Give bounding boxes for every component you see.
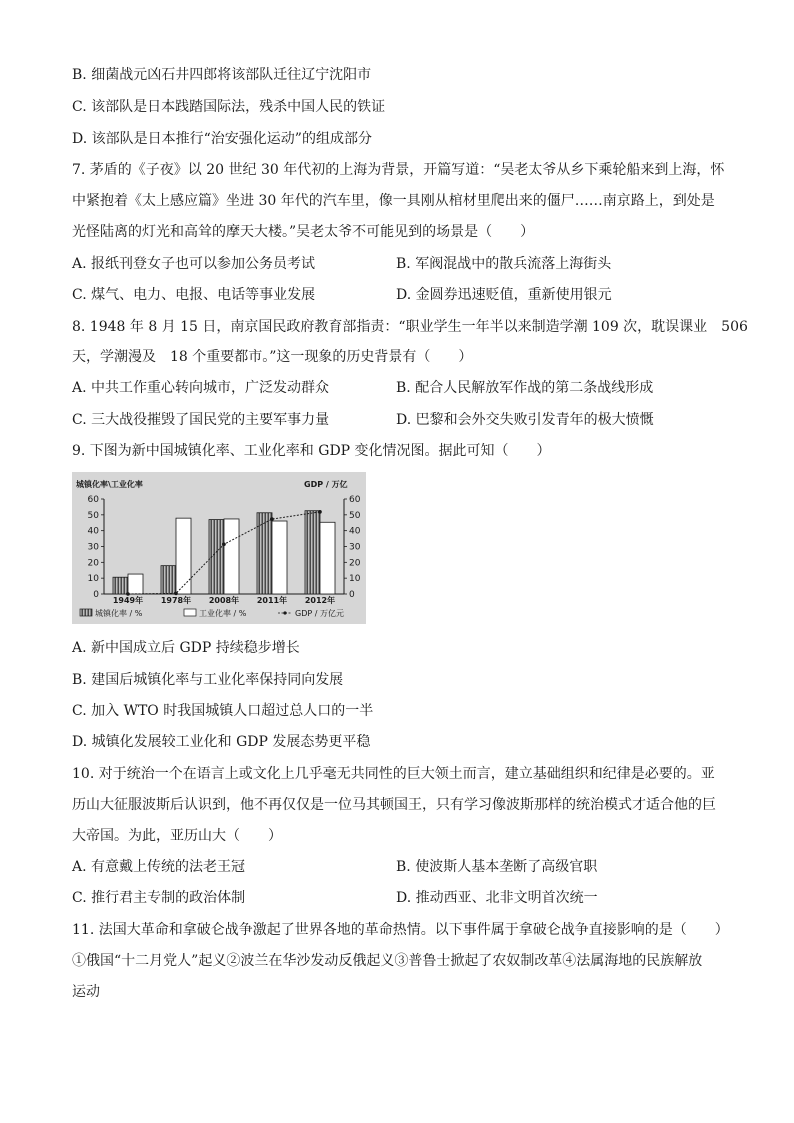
legend-urbanization-swatch [80,609,92,616]
q10-stem-line-1: 10. 对于统治一个在语言上或文化上几乎毫无共同性的巨大领土而言，建立基础组织和纪律是必要的。亚 [72,766,715,782]
urbanization-bar [305,511,320,594]
industrialization-bar [224,519,239,594]
q8-option-c: C. 三大战役摧毁了国民党的主要军事力量 [72,412,330,428]
q10-option-b: B. 使波斯人基本垄断了高级官职 [396,859,598,875]
q7-stem-line-2: 中紧抱着《太上感应篇》坐进 30 年代的汽车里，像一具刚从棺材里爬出来的僵尸……南京路上，到处是 [72,193,715,209]
q9-option-a: A. 新中国成立后 GDP 持续稳步增长 [72,640,300,656]
q7-option-d: D. 金圆券迅速贬值，重新使用银元 [396,287,612,303]
q9-option-d: D. 城镇化发展较工业化和 GDP 发展态势更平稳 [72,734,371,750]
q6-option-c: C. 该部队是日本践踏国际法，残杀中国人民的铁证 [72,99,386,115]
q11-stem: 11. 法国大革命和拿破仑战争激起了世界各地的革命热情。以下事件属于拿破仑战争直接影响的是（ ） [72,922,729,938]
q8-option-a: A. 中共工作重心转向城市，广泛发动群众 [72,380,330,396]
left-tick-label: 50 [87,510,99,521]
legend-gdp-label: GDP / 万亿元 [295,609,344,618]
left-tick-label: 30 [87,542,99,553]
gdp-point [222,542,226,546]
q7-stem-line-1: 7. 茅盾的《子夜》以 20 世纪 30 年代初的上海为背景，开篇写道：“吴老太爷从乡下乘轮船来到上海，怀 [72,162,725,178]
industrialization-bar [128,574,143,594]
category-label: 2011年 [256,596,288,605]
urbanization-bar [161,566,176,594]
right-tick-label: 40 [349,526,361,537]
industrialization-bar [272,521,287,594]
q9-stem: 9. 下图为新中国城镇化率、工业化率和 GDP 变化情况图。据此可知（ ） [72,443,551,459]
q9-option-c: C. 加入 WTO 时我国城镇人口超过总人口的一半 [72,703,374,719]
q8-option-b: B. 配合人民解放军作战的第二条战线形成 [396,380,654,396]
right-tick-label: 0 [349,590,355,600]
q7-option-c: C. 煤气、电力、电报、电话等事业发展 [72,287,316,303]
gdp-point [318,510,322,514]
q10-option-a: A. 有意戴上传统的法老王冠 [72,859,246,875]
right-tick-label: 30 [349,542,361,553]
left-tick-label: 60 [87,495,99,505]
q8-stem-line-2: 天，学潮漫及 18 个重要都市。”这一现象的历史背景有（ ） [72,349,473,365]
left-tick-label: 0 [93,590,99,600]
right-tick-label: 10 [349,574,361,585]
q9-chart [72,472,366,624]
legend-gdp-marker [283,611,286,614]
q11-items-line-1: ①俄国“十二月党人”起义②波兰在华沙发动反俄起义③普鲁士掀起了农奴制改革④法属海地的民族解放 [72,953,703,969]
left-tick-label: 20 [87,558,99,569]
chart-right-axis-title: GDP / 万亿 [304,480,348,489]
category-label: 2012年 [304,596,336,605]
q7-option-b: B. 军阀混战中的散兵流落上海街头 [396,256,612,272]
q8-option-d: D. 巴黎和会外交失败引发青年的极大愤慨 [396,412,654,428]
right-tick-label: 60 [349,495,361,505]
q11-items-line-2: 运动 [72,984,100,1000]
category-label: 2008年 [208,596,240,605]
q9-option-b: B. 建国后城镇化率与工业化率保持同向发展 [72,672,344,688]
urbanization-bar [257,513,272,594]
right-tick-label: 50 [349,510,361,521]
q7-stem-line-3: 光怪陆离的灯光和高耸的摩天大楼。”吴老太爷不可能见到的场景是（ ） [72,224,535,240]
q10-stem-line-3: 大帝国。为此，亚历山大（ ） [72,828,282,844]
industrialization-bar [176,518,191,594]
q9-chart-svg [72,472,366,624]
q10-stem-line-2: 历山大征服波斯后认识到，他不再仅仅是一位马其顿国王，只有学习像波斯那样的统治模式才适合他的巨 [72,797,716,813]
left-tick-label: 40 [87,526,99,537]
industrialization-bar [320,522,335,594]
q10-option-d: D. 推动西亚、北非文明首次统一 [396,890,598,906]
q10-option-c: C. 推行君主专制的政治体制 [72,890,246,906]
category-label: 1978年 [160,596,192,605]
legend-urbanization-label: 城镇化率 / % [95,609,143,618]
legend-industrialization-swatch [184,609,196,616]
left-tick-label: 10 [87,574,99,585]
q7-option-a: A. 报纸刊登女子也可以参加公务员考试 [72,256,316,272]
gdp-point [270,517,274,521]
right-tick-label: 20 [349,558,361,569]
q6-option-b: B. 细菌战元凶石井四郎将该部队迁往辽宁沈阳市 [72,67,372,83]
chart-left-axis-title: 城镇化率\工业化率 [76,480,143,489]
gdp-point [174,592,178,596]
urbanization-bar [113,577,128,594]
legend-industrialization-label: 工业化率 / % [199,609,247,618]
category-label: 1949年 [112,596,144,605]
q6-option-d: D. 该部队是日本推行“治安强化运动”的组成部分 [72,131,372,147]
q8-stem-line-1: 8. 1948 年 8 月 15 日，南京国民政府教育部指责：“职业学生一年半以来制造学潮 109 次，耽误课业 506 [72,319,748,335]
